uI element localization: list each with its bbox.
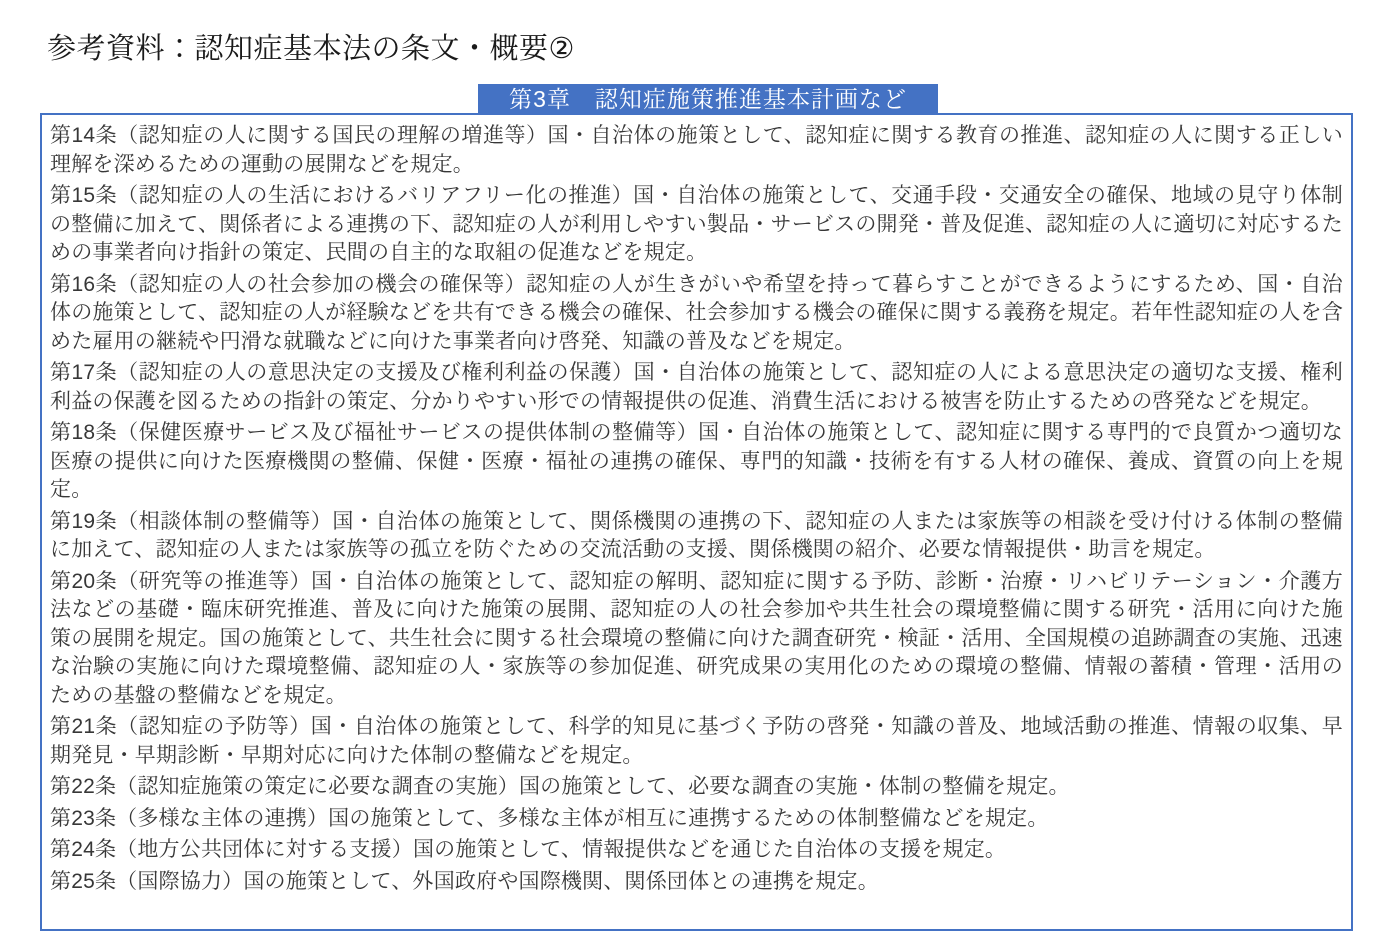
article-paragraph: 第21条（認知症の予防等）国・自治体の施策として、科学的知見に基づく予防の啓発・知識の普及、地域活動の推進、情報の収集、早期発見・早期診断・早期対応に向けた体制の整備などを規定。: [50, 715, 1343, 767]
article-paragraph: 第18条（保健医療サービス及び福祉サービスの提供体制の整備等）国・自治体の施策として、認知症に関する専門的で良質かつ適切な医療の提供に向けた医療機関の整備、保健・医療・福祉の連携の確保、専門的知識・技術を有する人材の確保、養成、資質の向上を規定。: [50, 421, 1343, 501]
article-paragraph: 第16条（認知症の人の社会参加の機会の確保等）認知症の人が生きがいや希望を持って暮らすことができるようにするため、国・自治体の施策として、認知症の人が経験などを共有できる機会の確保、社会参加する機会の確保に関する義務を規定。若年性認知症の人を含めた雇用の継続や円滑な就職などに向けた事業者向け啓発、知識の普及などを規定。: [50, 272, 1343, 353]
chapter-banner: 第3章 認知症施策推進基本計画など: [478, 84, 938, 115]
article-paragraph: 第14条（認知症の人に関する国民の理解の増進等）国・自治体の施策として、認知症に関する教育の推進、認知症の人に関する正しい理解を深めるための運動の展開などを規定。: [50, 124, 1343, 176]
article-paragraph: 第17条（認知症の人の意思決定の支援及び権利利益の保護）国・自治体の施策として、認知症の人による意思決定の適切な支援、権利利益の保護を図るための指針の策定、分かりやすい形での情報提供の促進、消費生活における被害を防止するための啓発などを規定。: [50, 361, 1343, 413]
articles-box: [40, 113, 1353, 931]
article-paragraph: 第23条（多様な主体の連携）国の施策として、多様な主体が相互に連携するための体制整備などを規定。: [50, 806, 1049, 830]
article-paragraph: 第22条（認知症施策の策定に必要な調査の実施）国の施策として、必要な調査の実施・体制の整備を規定。: [50, 775, 1070, 798]
article-paragraph: 第25条（国際協力）国の施策として、外国政府や国際機関、関係団体との連携を規定。: [50, 869, 879, 893]
articles-list: [50, 122, 1343, 896]
article-paragraph: 第20条（研究等の推進等）国・自治体の施策として、認知症の解明、認知症に関する予防、診断・治療・リハビリテーション・介護方法などの基礎・臨床研究推進、普及に向けた施策の展開、認知症の人の社会参加や共生社会の環境整備に関する研究・活用に向けた施策の展開を規定。国の施策として、共生社会に関する社会環境の整備に向けた調査研究・検証・活用、全国規模の追跡調査の実施、迅速な治験の実施に向けた環境整備、認知症の人・家族等の参加促進、研究成果の実用化のための環境の整備、情報の蓄積・管理・活用のための基盤の整備などを規定。: [50, 569, 1343, 707]
article-paragraph: 第19条（相談体制の整備等）国・自治体の施策として、関係機関の連携の下、認知症の人または家族等の相談を受け付ける体制の整備に加えて、認知症の人または家族等の孤立を防ぐための交流活動の支援、関係機関の紹介、必要な情報提供・助言を規定。: [50, 509, 1343, 561]
article-paragraph: 第15条（認知症の人の生活におけるバリアフリー化の推進）国・自治体の施策として、交通手段・交通安全の確保、地域の見守り体制の整備に加えて、関係者による連携の下、認知症の人が利用しやすい製品・サービスの開発・普及促進、認知症の人に適切に対応するための事業者向け指針の策定、民間の自主的な取組の促進などを規定。: [50, 184, 1343, 264]
article-paragraph: 第24条（地方公共団体に対する支援）国の施策として、情報提供などを通じた自治体の支援を規定。: [50, 838, 1007, 861]
page-title: 参考資料：認知症基本法の条文・概要②: [47, 33, 575, 65]
